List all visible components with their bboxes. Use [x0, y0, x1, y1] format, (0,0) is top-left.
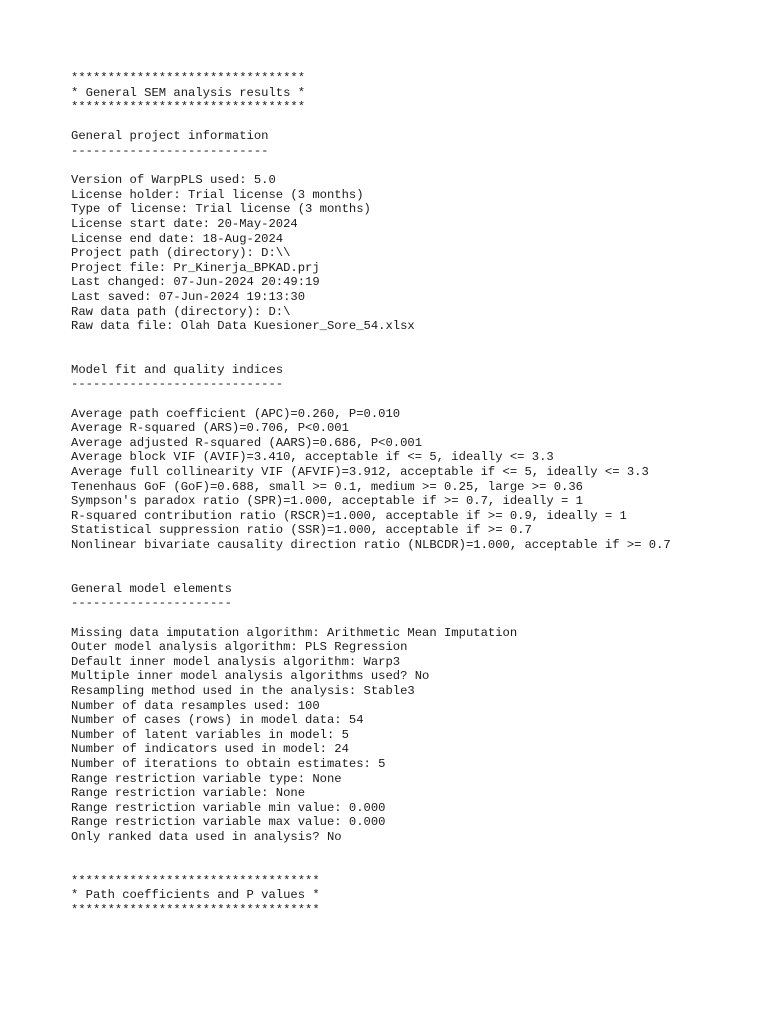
report-line: Missing data imputation algorithm: Arithmetic Mean Imputation — [71, 625, 518, 640]
report-line: License end date: 18-Aug-2024 — [71, 231, 284, 246]
report-line: Number of cases (rows) in model data: 54 — [71, 713, 364, 728]
report-line: Resampling method used in the analysis: Stable3 — [71, 683, 415, 698]
report-line: License holder: Trial license (3 months) — [71, 187, 364, 202]
report-line: Number of data resamples used: 100 — [71, 698, 320, 713]
report-line: Only ranked data used in analysis? No — [71, 829, 342, 844]
report-line: Nonlinear bivariate causality direction ratio (NLBCDR)=1.000, acceptable if >= 0.7 — [71, 538, 671, 552]
banner-title: * Path coefficients and P values * — [71, 888, 320, 903]
banner-title: * General SEM analysis results * — [71, 85, 306, 100]
blank-line — [71, 844, 760, 859]
section-underline: --------------------------- — [71, 143, 269, 158]
report-line: Number of iterations to obtain estimates: 5 — [71, 756, 386, 771]
report-line: License start date: 20-May-2024 — [71, 216, 298, 231]
blank-line — [71, 567, 760, 582]
report-line: Average R-squared (ARS)=0.706, P<0.001 — [71, 421, 349, 436]
blank-line — [71, 611, 760, 626]
report-line: Project path (directory): D:\\ — [71, 246, 291, 261]
banner-border-bottom: ********************************** — [71, 902, 320, 917]
report-line: Outer model analysis algorithm: PLS Regression — [71, 640, 408, 655]
blank-line — [71, 348, 760, 363]
report-line: Last changed: 07-Jun-2024 20:49:19 — [71, 275, 320, 290]
report-line: Raw data file: Olah Data Kuesioner_Sore_54.xlsx — [71, 319, 415, 334]
report-line: Average block VIF (AVIF)=3.410, acceptable if <= 5, ideally <= 3.3 — [71, 450, 554, 465]
report-line: Version of WarpPLS used: 5.0 — [71, 173, 276, 188]
report-line: Range restriction variable type: None — [71, 771, 342, 786]
report-line: Number of indicators used in model: 24 — [71, 742, 349, 757]
banner-border-top: ******************************** — [71, 71, 306, 85]
report-line: Average full collinearity VIF (AFVIF)=3.912, acceptable if <= 5, ideally <= 3.3 — [71, 465, 649, 480]
report-line: Project file: Pr_Kinerja_BPKAD.prj — [71, 260, 320, 275]
blank-line — [71, 859, 760, 874]
blank-line — [71, 553, 760, 568]
section-underline: ---------------------- — [71, 596, 232, 611]
section-heading: Model fit and quality indices — [71, 362, 284, 377]
section-heading: General model elements — [71, 581, 232, 596]
section-underline: ----------------------------- — [71, 377, 284, 392]
blank-line — [71, 334, 760, 349]
report-line: Last saved: 07-Jun-2024 19:13:30 — [71, 289, 306, 304]
blank-line — [71, 392, 760, 407]
report-line: Range restriction variable max value: 0.000 — [71, 815, 386, 830]
report-line: Tenenhaus GoF (GoF)=0.688, small >= 0.1, medium >= 0.25, large >= 0.36 — [71, 479, 583, 494]
report-line: Default inner model analysis algorithm: Warp3 — [71, 654, 401, 669]
report-line: Range restriction variable: None — [71, 786, 306, 801]
report-line: Statistical suppression ratio (SSR)=1.000, acceptable if >= 0.7 — [71, 523, 532, 538]
report-line: Number of latent variables in model: 5 — [71, 727, 349, 742]
report-line: Type of license: Trial license (3 months) — [71, 202, 371, 217]
banner-border-bottom: ******************************** — [71, 100, 306, 115]
report-line: Sympson's paradox ratio (SPR)=1.000, acceptable if >= 0.7, ideally = 1 — [71, 494, 583, 509]
report-line: R-squared contribution ratio (RSCR)=1.000, acceptable if >= 0.9, ideally = 1 — [71, 508, 627, 523]
report-line: Range restriction variable min value: 0.000 — [71, 800, 386, 815]
banner-border-top: ********************************** — [71, 873, 320, 888]
report-line: Raw data path (directory): D:\ — [71, 304, 291, 319]
report-line: Average adjusted R-squared (AARS)=0.686, P<0.001 — [71, 435, 423, 450]
section-heading: General project information — [71, 129, 269, 144]
blank-line — [71, 115, 760, 130]
document-body — [71, 71, 760, 917]
report-line: Multiple inner model analysis algorithms used? No — [71, 669, 430, 684]
blank-line — [71, 159, 760, 174]
report-line: Average path coefficient (APC)=0.260, P=0.010 — [71, 406, 401, 421]
